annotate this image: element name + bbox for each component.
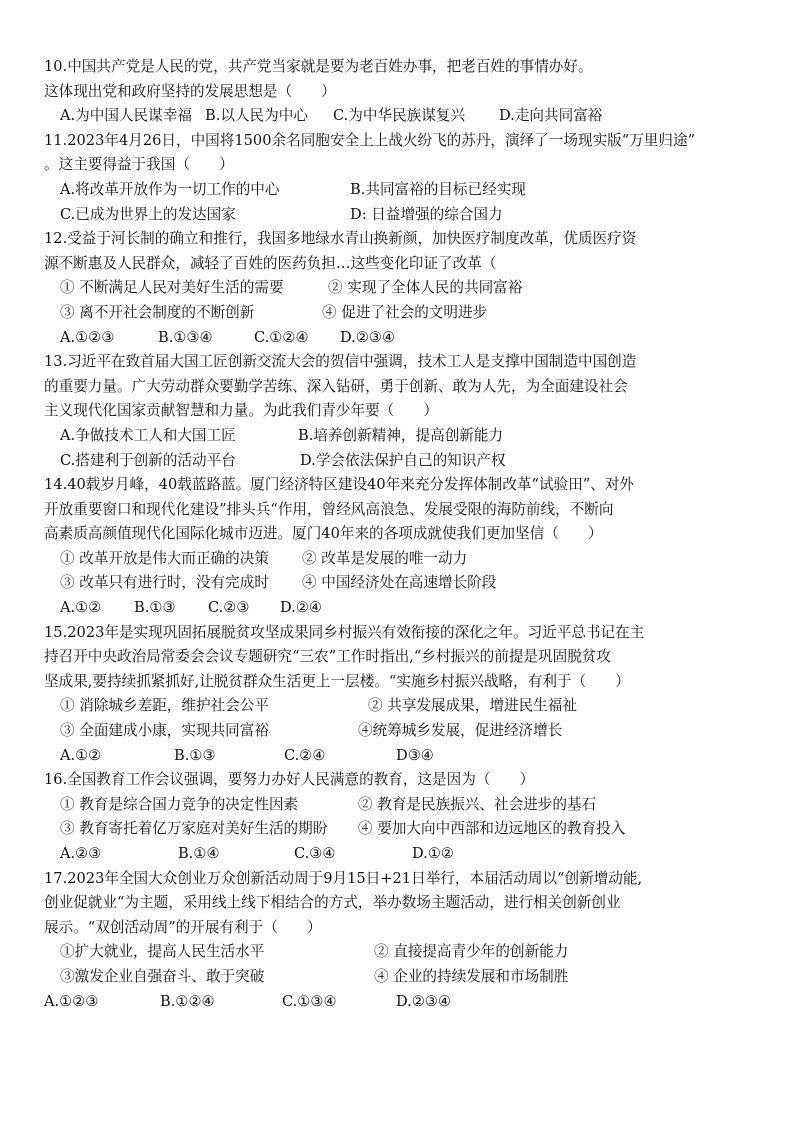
options-row [44,990,764,1015]
option-a[interactable]: A.①②③ [44,992,99,1010]
question-13 [44,350,764,473]
option-b[interactable]: B.共同富裕的目标已经实现 [350,180,526,198]
question-text: 开放重要窗口和现代化建设”排头兵“作用，曾经风高浪急、发展受限的海防前线，不断向 [44,500,614,518]
question-14 [44,473,764,621]
option-b[interactable]: B.①③④ [158,328,213,346]
statements-row [44,301,764,326]
options-row [44,203,764,228]
option-a[interactable]: A.②③ [60,845,102,862]
options-row [44,744,764,769]
question-15 [44,621,764,769]
option-a[interactable]: A.①② [60,746,102,764]
statement-3: ③ 全面建成小康，实现共同富裕 [60,722,269,740]
option-a[interactable]: A.将改革开放作为一切工作的中心 [60,180,280,198]
options-row [44,104,764,129]
statement-3: ③ 离不开社会制度的不断创新 [60,303,255,321]
question-text: 展示。“双创活动周”的开展有利于（ ） [44,918,322,936]
options-row [44,424,764,449]
statements-row [44,793,764,818]
statements-row [44,276,764,301]
statement-4: ④统筹城乡发展，促进经济增长 [358,722,563,740]
option-d[interactable]: D.②③④ [340,328,396,346]
option-c[interactable]: C.②③ [208,599,250,617]
option-d[interactable]: D: 日益增强的综合国力 [350,205,503,223]
question-11 [44,129,764,227]
statement-1: ①扩大就业，提高人民生活水平 [60,943,265,961]
statements-row [44,694,764,719]
statement-1: ① 不断满足人民对美好生活的需要 [60,279,284,297]
options-row [44,596,764,621]
question-text: 16.全国教育工作会议强调，要努力办好人民满意的教育，这是因为（ ） [44,771,535,789]
option-b[interactable]: B.①③ [174,746,216,764]
statement-2: ② 教育是民族振兴、社会进步的基石 [358,795,597,813]
question-text: 源不断惠及人民群众，减轻了百姓的医药负担…这些变化印证了改革（ [44,254,497,272]
option-d[interactable]: D.学会依法保护自己的知识产权 [300,451,506,469]
statement-4: ④ 中国经济处在高速增长阶段 [302,574,497,592]
option-b[interactable]: B.培养创新精神，提高创新能力 [298,426,504,444]
option-c[interactable]: C.③④ [294,845,336,862]
statement-2: ② 改革是发展的唯一动力 [302,549,468,567]
option-c[interactable]: C.已成为世界上的发达国家 [60,205,236,223]
options-row [44,178,764,203]
statement-2: ② 共享发展成果，增进民生福祉 [368,697,577,715]
question-text: 14.40载岁月峰，40载蓝路蓝。厦门经济特区建设40年来充分发挥体制改革“试验田”、对外 [44,476,635,494]
statements-row [44,817,764,842]
question-text: 主义现代化国家贡献智慧和力量。为此我们青少年要（ ） [44,402,439,420]
question-text: 10.中国共产党是人民的党，共产党当家就是要为老百姓办事，把老百姓的事情办好。 [44,58,593,75]
question-10 [44,55,764,129]
statements-row [44,547,764,572]
statements-row [44,965,764,990]
question-text: 的重要力量。广大劳动群众要勤学苦练、深入钻研，勇于创新、敢为人先，为全面建设社会 [44,377,628,395]
option-c[interactable]: C.①②④ [254,328,309,346]
question-text: 创业促就业“为主题，采用线上线下相结合的方式，举办数场主题活动，进行相关创新创业 [44,894,621,912]
option-c[interactable]: C.为中华民族谋复兴 [333,107,466,125]
option-a[interactable]: A.①② [60,599,102,617]
question-text: 高素质高颜值现代化国际化城市迈进。厦门40年来的各项成就使我们更加坚信（ ） [44,525,603,543]
question-text: 17.2023年全国大众创业万众创新活动周于9月15日+21日举行，本届活动周以“创新增动能, [44,869,643,887]
question-text: 12.受益于河长制的确立和推行，我国多地绿水青山换新颜，加快医疗制度改革，优质医疗资 [44,230,637,248]
option-a[interactable]: A.争做技术工人和大国工匠 [60,426,236,444]
option-d[interactable]: D.②④ [280,599,322,617]
statements-row [44,719,764,744]
option-b[interactable]: B.①④ [178,845,220,862]
option-a[interactable]: A.为中国人民谋幸福 [60,107,192,125]
option-b[interactable]: B.以人民为中心 [205,107,308,125]
statements-row [44,571,764,596]
option-d[interactable]: D.②③④ [396,992,452,1010]
options-row [44,449,764,474]
statement-4: ④ 企业的持续发展和市场制胜 [374,967,569,985]
statement-3: ③ 教育寄托着亿万家庭对美好生活的期盼 [60,820,328,838]
option-d[interactable]: D.①② [412,845,454,862]
option-c[interactable]: C.②④ [284,746,326,764]
option-c[interactable]: C.搭建利于创新的活动平台 [60,451,236,469]
options-row [44,326,764,351]
question-16 [44,768,764,866]
option-c[interactable]: C.①③④ [282,992,337,1010]
statement-3: ③激发企业自强奋斗、敢于突破 [60,967,265,985]
statement-4: ④ 要加大向中西部和边远地区的教育投入 [358,820,626,838]
statement-2: ② 直接提高青少年的创新能力 [374,943,569,961]
statement-4: ④ 促进了社会的文明进步 [322,303,488,321]
question-12 [44,227,764,350]
question-text: 11.2023年4月26日，中国将1500余名同胞安全上上战火纷飞的苏丹，演绎了一场现实版“万里归途” [44,131,696,149]
statements-row [44,940,764,965]
option-d[interactable]: D③④ [396,746,434,764]
question-17 [44,867,764,1015]
statement-1: ① 消除城乡差距，维护社会公平 [60,697,269,715]
statement-2: ② 实现了全体人民的共同富裕 [328,279,523,297]
options-row [44,842,764,867]
question-text: 13.习近平在致首届大国工匠创新交流大会的贺信中强调，技术工人是支撑中国制造中国创造 [44,353,637,371]
question-text: 这体现出党和政府坚持的发展思想是（ ） [44,82,336,100]
question-text: 15.2023年是实现巩固拓展脱贫攻坚成果同乡村振兴有效衔接的深化之年。习近平总书记在主 [44,623,645,641]
option-b[interactable]: B.①②④ [160,992,215,1010]
question-text: 持召开中央政治局常委会会议专题研究“三农”工作时指出,“乡村振兴的前提是巩固脱贫攻 [44,648,611,666]
exam-page [44,55,764,1014]
option-b[interactable]: B.①③ [134,599,176,617]
statement-1: ① 改革开放是伟大而正确的决策 [60,549,269,567]
question-text: 。这主要得益于我国（ ） [44,156,234,174]
statement-3: ③ 改革只有进行时，没有完成时 [60,574,269,592]
option-a[interactable]: A.①②③ [60,328,115,346]
statement-1: ① 教育是综合国力竞争的决定性因素 [60,795,299,813]
option-d[interactable]: D.走向共同富裕 [499,107,603,125]
question-text: 坚成果,要持续抓紧抓好,让脱贫群众生活更上一层楼。“实施乡村振兴战略，有利于（ ） [44,672,630,690]
